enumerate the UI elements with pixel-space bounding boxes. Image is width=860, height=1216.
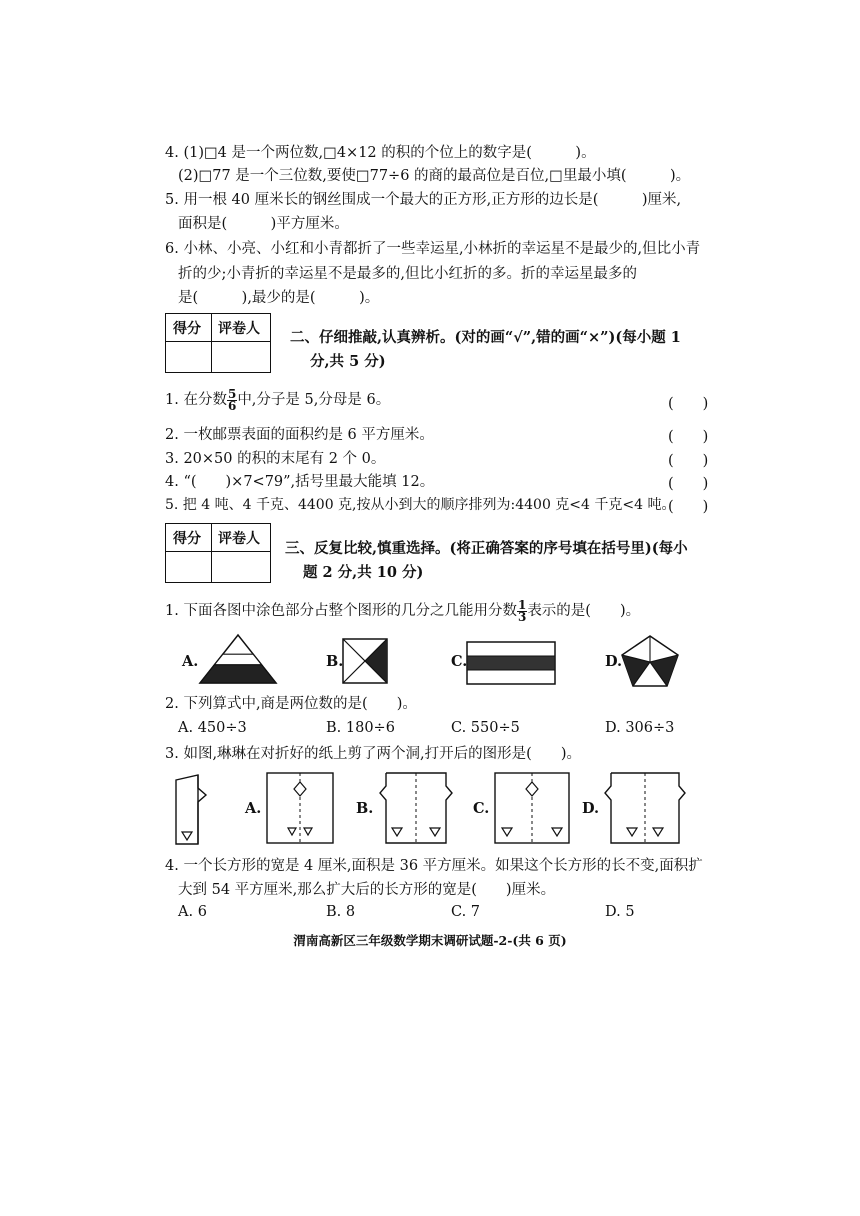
choice-question-4-line1: 4. 一个长方形的宽是 4 厘米,面积是 36 平方厘米。如果这个长方形的长不变,面积扩 bbox=[165, 858, 703, 874]
choice-q1-prefix: 1. 下面各图中涂色部分占整个图形的几分之几能用分数 bbox=[165, 603, 517, 619]
question-6-line2: 折的少;小青折的幸运星不是最多的,但比小红折的多。折的幸运星最多的 bbox=[178, 266, 637, 282]
q2-option-c[interactable]: C. 550÷5 bbox=[451, 720, 520, 736]
folded-paper-figure bbox=[170, 774, 214, 846]
choice-question-4-line2: 大到 54 平方厘米,那么扩大后的长方形的宽是( )厘米。 bbox=[178, 882, 556, 898]
answer-blank-1[interactable]: ( ) bbox=[668, 396, 709, 412]
pentagon-figure bbox=[620, 634, 680, 688]
q4-option-d[interactable]: D. 5 bbox=[605, 904, 635, 920]
q4-option-c[interactable]: C. 7 bbox=[451, 904, 481, 920]
choice-question-1 bbox=[165, 598, 640, 624]
fraction-1-3 bbox=[517, 597, 527, 624]
score-box-divider-v bbox=[211, 524, 212, 582]
unfolded-figure-c bbox=[494, 772, 570, 844]
judge-q1-prefix: 1. 在分数 bbox=[165, 392, 227, 408]
grader-label: 评卷人 bbox=[218, 531, 260, 547]
answer-blank-4[interactable]: ( ) bbox=[668, 476, 709, 492]
fraction-numerator: 1 bbox=[517, 597, 527, 612]
question-6-line1: 6. 小林、小亮、小红和小青都折了一些幸运星,小林折的幸运星不是最少的,但比小青 bbox=[165, 241, 701, 257]
q2-option-b[interactable]: B. 180÷6 bbox=[326, 720, 395, 736]
grader-label: 评卷人 bbox=[218, 321, 260, 337]
score-box-section3 bbox=[165, 523, 271, 583]
unfolded-figure-d bbox=[603, 772, 687, 844]
score-box-divider-h bbox=[166, 341, 270, 342]
judge-question-2: 2. 一枚邮票表面的面积约是 6 平方厘米。 bbox=[165, 427, 434, 443]
section3-heading-line1: 三、反复比较,慎重选择。(将正确答案的序号填在括号里)(每小 bbox=[285, 540, 688, 557]
q3-option-b-label[interactable]: B. bbox=[356, 800, 374, 817]
q4-option-b[interactable]: B. 8 bbox=[326, 904, 356, 920]
q1-option-d-label[interactable]: D. bbox=[605, 653, 623, 670]
q1-option-c-label[interactable]: C. bbox=[451, 653, 468, 670]
fraction-denominator: 3 bbox=[517, 609, 527, 624]
q3-option-c-label[interactable]: C. bbox=[473, 800, 490, 817]
q2-option-a[interactable]: A. 450÷3 bbox=[178, 720, 247, 736]
choice-q1-suffix: 表示的是( )。 bbox=[527, 603, 641, 619]
fraction-5-6 bbox=[227, 386, 237, 413]
score-label: 得分 bbox=[173, 321, 201, 337]
fraction-numerator: 5 bbox=[227, 386, 237, 401]
rectangle-figure bbox=[466, 641, 556, 685]
choice-question-3: 3. 如图,琳琳在对折好的纸上剪了两个洞,打开后的图形是( )。 bbox=[165, 746, 581, 762]
q3-option-d-label[interactable]: D. bbox=[582, 800, 600, 817]
q1-option-b-label[interactable]: B. bbox=[326, 653, 344, 670]
q2-option-d[interactable]: D. 306÷3 bbox=[605, 720, 675, 736]
question-4-1: 4. (1)□4 是一个两位数,□4×12 的积的个位上的数字是( )。 bbox=[165, 145, 596, 161]
score-label: 得分 bbox=[173, 531, 201, 547]
judge-question-5: 5. 把 4 吨、4 千克、4400 克,按从小到大的顺序排列为:4400 克<4 千克<4 吨。 bbox=[165, 497, 676, 513]
judge-question-4: 4. “( )×7<79”,括号里最大能填 12。 bbox=[165, 474, 435, 490]
q1-option-a-label[interactable]: A. bbox=[182, 653, 199, 670]
answer-blank-2[interactable]: ( ) bbox=[668, 429, 709, 445]
score-box-divider-v bbox=[211, 314, 212, 372]
q4-option-a[interactable]: A. 6 bbox=[178, 904, 207, 920]
question-4-2: (2)□77 是一个三位数,要使□77÷6 的商的最高位是百位,□里最小填( )。 bbox=[178, 168, 691, 184]
question-6-line3: 是( ),最少的是( )。 bbox=[178, 290, 380, 306]
judge-question-1 bbox=[165, 387, 390, 413]
section2-heading-line1: 二、仔细推敲,认真辨析。(对的画“√”,错的画“×”)(每小题 1 bbox=[290, 329, 681, 346]
triangle-figure bbox=[198, 633, 278, 685]
answer-blank-3[interactable]: ( ) bbox=[668, 453, 709, 469]
question-5-line2: 面积是( )平方厘米。 bbox=[178, 216, 349, 232]
answer-blank-5[interactable]: ( ) bbox=[668, 499, 709, 515]
unfolded-figure-b bbox=[378, 772, 454, 844]
unfolded-figure-a bbox=[266, 772, 334, 844]
score-box-divider-h bbox=[166, 551, 270, 552]
square-figure bbox=[342, 638, 388, 684]
judge-q1-suffix: 中,分子是 5,分母是 6。 bbox=[237, 392, 391, 408]
q3-option-a-label[interactable]: A. bbox=[245, 800, 262, 817]
section2-heading-line2: 分,共 5 分) bbox=[310, 353, 386, 370]
score-box-section2 bbox=[165, 313, 271, 373]
section3-heading-line2: 题 2 分,共 10 分) bbox=[303, 564, 424, 581]
fraction-denominator: 6 bbox=[227, 398, 237, 413]
judge-question-3: 3. 20×50 的积的末尾有 2 个 0。 bbox=[165, 451, 386, 467]
question-5-line1: 5. 用一根 40 厘米长的钢丝围成一个最大的正方形,正方形的边长是( )厘米, bbox=[165, 192, 682, 208]
page-footer: 渭南高新区三年级数学期末调研试题-2-(共 6 页) bbox=[293, 933, 567, 948]
choice-question-2: 2. 下列算式中,商是两位数的是( )。 bbox=[165, 696, 417, 712]
